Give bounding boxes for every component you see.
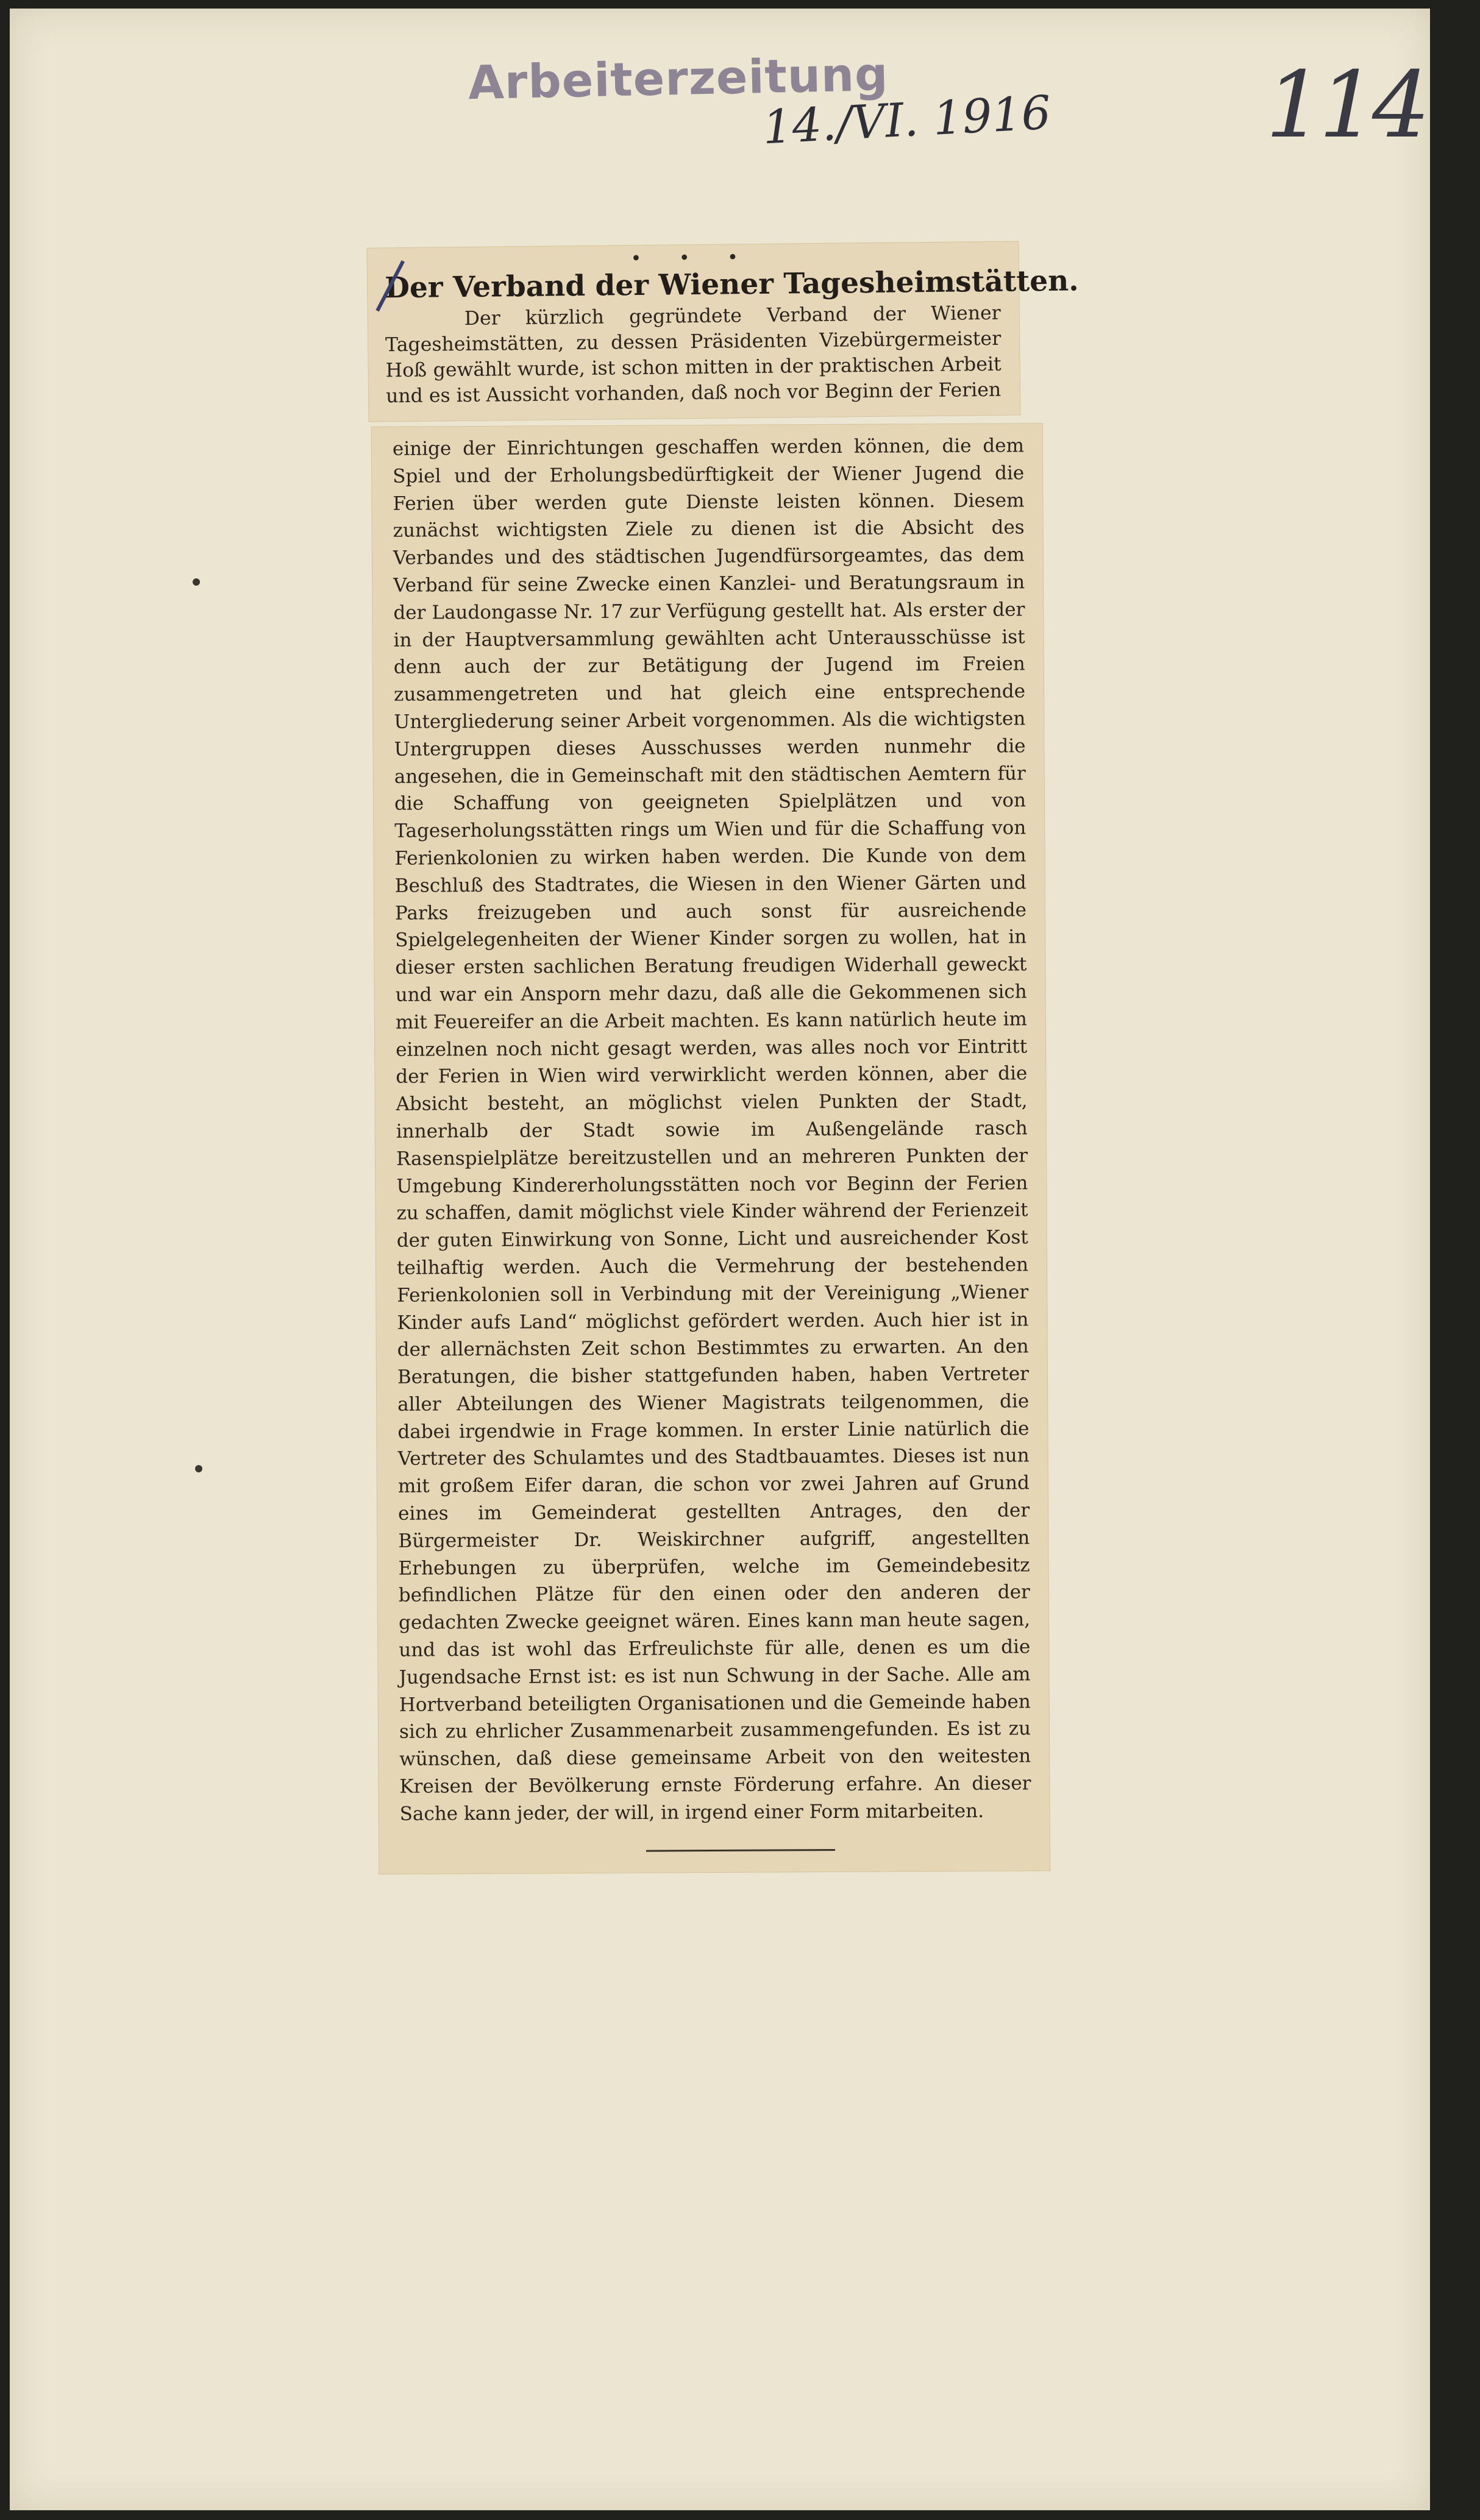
clipping-header	[368, 241, 1079, 421]
folio-number: 114	[1265, 52, 1426, 158]
punch-hole-mark	[195, 1465, 202, 1472]
body-paragraph: einige der Einrichtungen geschaffen werden können, die dem Spiel und der Erholungsbedürftigkeit der Wiener Jugend die Ferien über werden gute Dienste leisten können. Diesem zunächst wichtigsten Ziele zu dienen ist die Absicht des Verbandes und des städtischen Jugendfürsorgeamtes, das dem Verband für seine Zwecke einen Kanzlei- und Beratungsraum in der Laudongasse Nr. 17 zur Verfügung gestellt hat. Als erster der in der Hauptversammlung gewählten acht Unterausschüsse ist denn auch der zur Betätigung der Jugend im Freien zusammengetreten und hat gleich eine entsprechende Untergliederung seiner Arbeit vorgenommen. Als die wichtigsten Untergruppen dieses Ausschusses werden nunmehr die angesehen, die in Gemeinschaft mit den städtischen Aemtern für die Schaffung von geeigneten Spielplätzen und von Tageserholungsstätten rings um Wien und für die Schaffung von Ferienkolonien zu wirken haben werden. Die Kunde von dem Beschluß des Stadtrates, die Wiesen in den Wiener Gärten und Parks freizugeben und auch sonst für ausreichende Spielgelegenheiten der Wiener Kinder sorgen zu wollen, hat in dieser ersten sachlichen Beratung freudigen Widerhall geweckt und war ein Ansporn mehr dazu, daß alle die Gekommenen sich mit Feuereifer an die Arbeit machten. Es kann natürlich heute im einzelnen noch nicht gesagt werden, was alles noch vor Eintritt der Ferien in Wien wird verwirklicht werden können, aber die Absicht besteht, an möglichst vielen Punkten der Stadt, innerhalb der Stadt sowie im Außengelände rasch Rasenspielplätze bereitzustellen und an mehreren Punkten der Umgebung Kindererholungsstätten noch vor Beginn der Ferien zu schaffen, damit möglichst viele Kinder während der Ferienzeit der guten Einwirkung von Sonne, Licht und ausreichender Kost teilhaftig werden. Auch die Vermehrung der bestehenden Ferienkolonien soll in Verbindung mit der Vereinigung „Wiener Kinder aufs Land“ möglichst gefördert werden. Auch hier ist in der allernächsten Zeit schon Bestimmtes zu erwarten. An den Beratungen, die bisher stattgefunden haben, haben Vertreter aller Abteilungen des Wiener Magistrats teilgenommen, die dabei irgendwie in Frage kommen. In erster Linie natürlich die Vertreter des Schulamtes und des Stadtbauamtes. Dieses ist nun mit großem Eifer daran, die schon vor zwei Jahren auf Grund eines im Gemeinderat gestellten Antrages, den der Bürgermeister Dr. Weiskirchner aufgriff, angestellten Erhebungen zu überprüfen, welche im Gemeindebesitz befindlichen Plätze für den einen oder den anderen der gedachten Zwecke geeignet wären. Eines kann man heute sagen, und das ist wohl das Erfreulichste für alle, denen es um die Jugendsache Ernst ist: es ist nun Schwung in der Sache. Alle am Hortverband beteiligten Organisationen und die Gemeinde haben sich zu ehrlicher Zusammenarbeit zusammengefunden. Es ist zu wünschen, daß diese gemeinsame Arbeit von den weitesten Kreisen der Bevölkerung ernste Förderung erfahre. An dieser Sache kann jeder, der will, in irgend einer Form mitarbeiten.	[392, 435, 1031, 1825]
end-rule	[646, 1849, 835, 1852]
newspaper-stamp: Arbeiterzeitung	[468, 46, 889, 110]
ornament: • • •	[630, 246, 754, 270]
handwritten-date: 14./VI. 1916	[761, 85, 1053, 155]
intro-paragraph: Der kürzlich gegründete Verband der Wiener Tagesheimstätten, zu dessen Präsidenten Vizebürgermeister Hoß gewählt wurde, ist schon mitten in der praktischen Arbeit und es ist Aussicht vorhanden, daß noch vor Beginn der Ferien	[385, 302, 1001, 408]
punch-hole-mark	[193, 578, 200, 586]
article-headline: Der Verband der Wiener Tagesheimstätten.	[384, 264, 1079, 305]
clipping-body	[372, 424, 1050, 1874]
